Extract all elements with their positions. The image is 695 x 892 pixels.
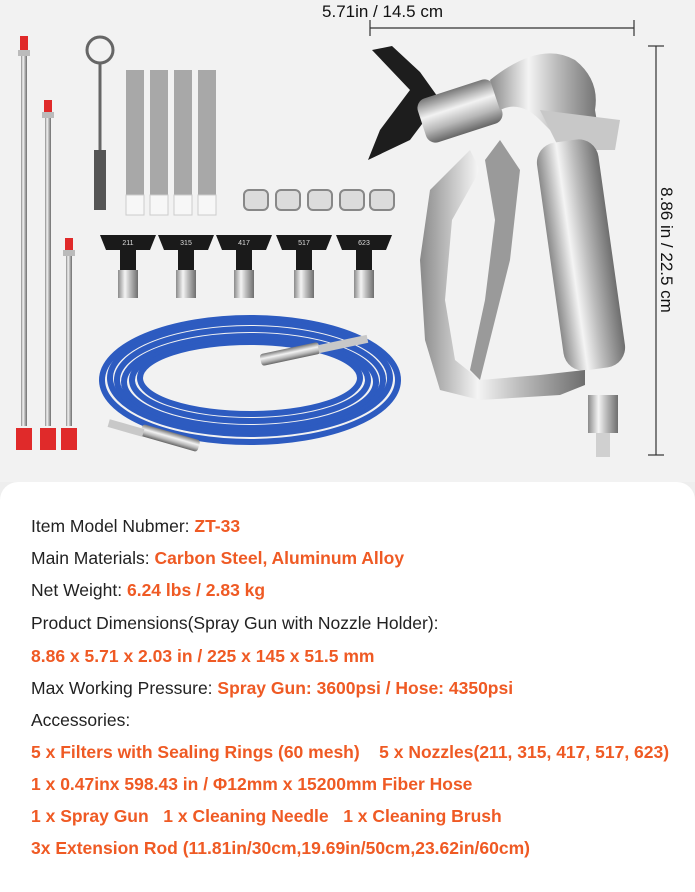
accessories-heading: Accessories: (31, 710, 131, 730)
spec-pressure-value: Spray Gun: 3600psi / Hose: 4350psi (217, 678, 514, 698)
height-dimension-label: 8.86 in / 22.5 cm (657, 187, 676, 313)
spray-gun (368, 46, 628, 457)
width-dimension-line (370, 20, 634, 36)
spec-materials (31, 548, 404, 569)
spec-pressure-label: Max Working Pressure: (31, 678, 218, 698)
accessory-line-2: 1 x 0.47inx 598.43 in / Φ12mm x 15200mm Fiber Hose (31, 774, 473, 794)
extension-rods (16, 36, 77, 450)
accessory-line-1: 5 x Filters with Sealing Rings (60 mesh) 5 x Nozzles(211, 315, 417, 517, 623) (31, 742, 670, 762)
spec-model-value: ZT-33 (194, 516, 241, 536)
spec-weight-label: Net Weight: (31, 580, 127, 600)
nozzle-label-623: 623 (358, 240, 370, 247)
fiber-hose (102, 318, 398, 442)
cleaning-needle (87, 37, 113, 210)
spec-model (31, 516, 240, 537)
nozzle-label-315: 315 (180, 240, 192, 247)
spec-dimensions-value: 8.86 x 5.71 x 2.03 in / 225 x 145 x 51.5 mm (31, 646, 375, 666)
spec-materials-label: Main Materials: (31, 548, 155, 568)
spec-model-label: Item Model Nubmer: (31, 516, 195, 536)
filters (126, 70, 216, 215)
sealing-rings (244, 190, 394, 210)
nozzle-label-211: 211 (122, 240, 134, 247)
spec-card (0, 482, 695, 892)
spec-materials-value: Carbon Steel, Aluminum Alloy (154, 548, 405, 568)
accessory-line-4: 3x Extension Rod (11.81in/30cm,19.69in/50cm,23.62in/60cm) (31, 838, 531, 858)
width-dimension-label: 5.71in / 14.5 cm (322, 2, 443, 21)
nozzle-label-417: 417 (238, 240, 250, 247)
spec-pressure (31, 678, 513, 699)
spec-dimensions-label: Product Dimensions(Spray Gun with Nozzle Holder): (31, 613, 439, 633)
spec-weight (31, 580, 265, 601)
nozzle-label-517: 517 (298, 240, 310, 247)
accessory-line-3: 1 x Spray Gun 1 x Cleaning Needle 1 x Cleaning Brush (31, 806, 502, 826)
spec-weight-value: 6.24 lbs / 2.83 kg (126, 580, 266, 600)
